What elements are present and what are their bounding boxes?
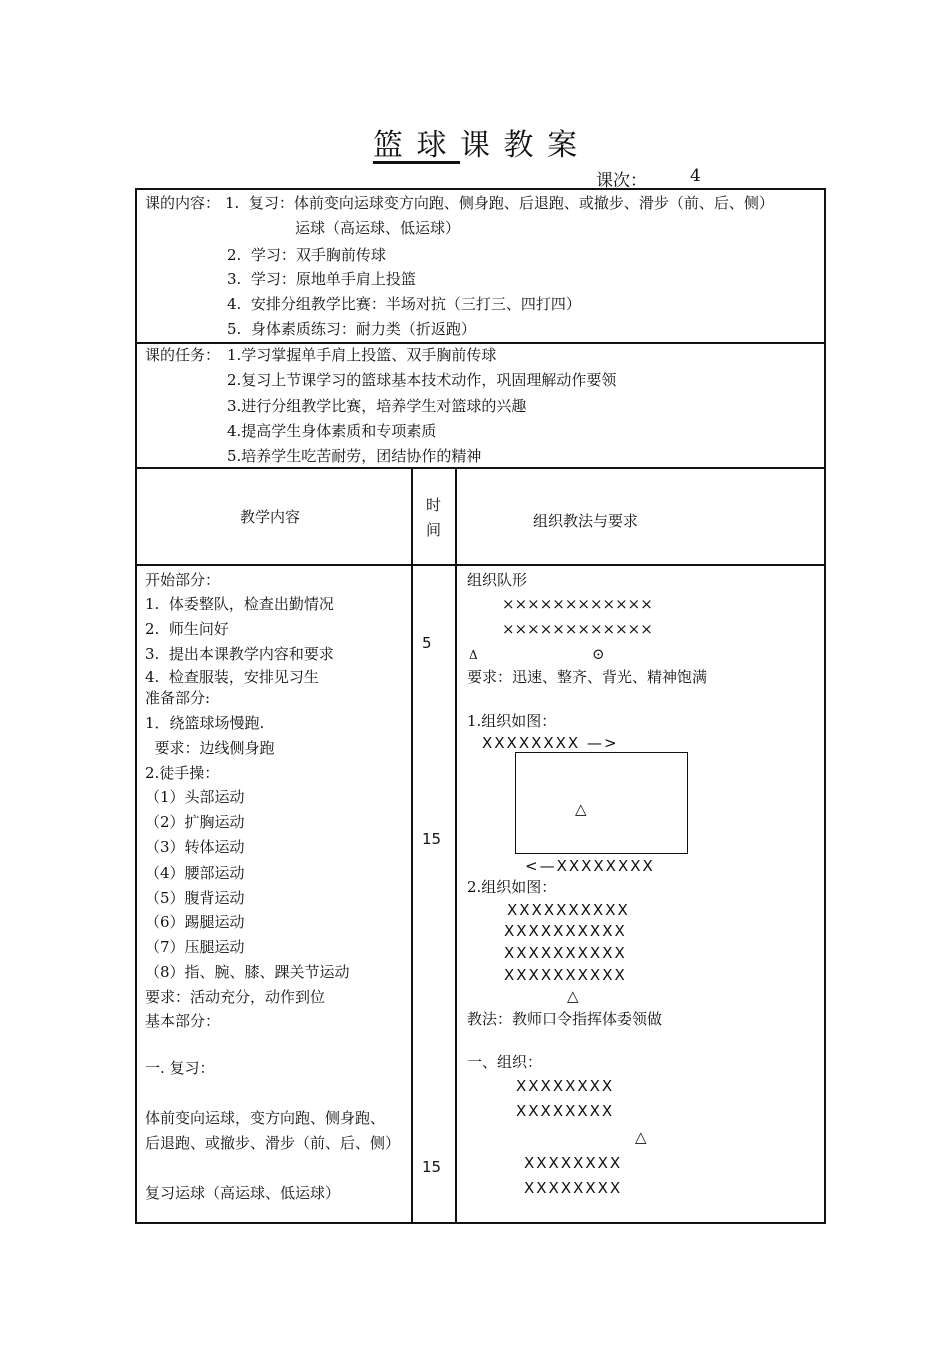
column-divider-2 xyxy=(455,467,457,1224)
task-item: 4.提高学生身体素质和专项素质 xyxy=(227,422,437,440)
diagram-3-label: 一、组织： xyxy=(467,1053,543,1071)
task-item: 5.培养学生吃苦耐劳，团结协作的精神 xyxy=(227,447,482,465)
left-line: 2. 师生问好 xyxy=(145,620,229,638)
task-item: 2.复习上节课学习的篮球基本技术动作，巩固理解动作要领 xyxy=(227,371,617,389)
content-line-1: 1. 复习：体前变向运球变方向跑、侧身跑、后退跑、或撤步、滑步（前、后、侧） xyxy=(225,194,774,212)
content-line-1b: 运球（高运球、低运球） xyxy=(295,219,461,237)
left-line: （2）扩胸运动 xyxy=(145,813,245,831)
left-line: （5）腹背运动 xyxy=(145,889,245,907)
left-line: 2.徒手操： xyxy=(145,764,220,782)
task-item: 3.进行分组教学比赛，培养学生对篮球的兴趣 xyxy=(227,397,527,415)
teacher-triangle-icon: Δ xyxy=(469,648,478,662)
whistle-icon: ⊙ xyxy=(592,645,605,663)
diagram-2-row: XXXXXXXXXX xyxy=(507,901,630,919)
diagram-1-label: 1.组织如图： xyxy=(467,712,557,730)
left-line: （3）转体运动 xyxy=(145,838,245,856)
left-line: （1）头部运动 xyxy=(145,788,245,806)
diagram-2-row: XXXXXXXXXX xyxy=(504,966,627,984)
left-line: 体前变向运球，变方向跑、侧身跑、 xyxy=(145,1109,386,1127)
diagram-2-row: XXXXXXXXXX xyxy=(504,922,627,940)
lesson-number-label: 课次： xyxy=(596,171,647,191)
diagram-3-row: XXXXXXXX xyxy=(524,1179,623,1197)
left-line: 要求：活动充分，动作到位 xyxy=(145,988,326,1006)
left-line: 1. 体委整队，检查出勤情况 xyxy=(145,595,334,613)
diagram-1-bottom-row: <—XXXXXXXX xyxy=(525,857,655,875)
teacher-triangle-icon: △ xyxy=(575,800,587,818)
task-item: 1.学习掌握单手肩上投篮、双手胸前传球 xyxy=(227,346,497,364)
formation-label: 组织队形 xyxy=(467,571,528,589)
content-line-5: 5. 身体素质练习：耐力类（折返跑） xyxy=(227,320,476,338)
page-title xyxy=(0,120,952,164)
teacher-triangle-icon: △ xyxy=(567,987,579,1005)
header-organization: 组织教法与要求 xyxy=(533,512,639,530)
court-rectangle xyxy=(515,752,688,854)
diagram-3-row: XXXXXXXX xyxy=(524,1154,623,1172)
divider-content-tasks xyxy=(135,342,826,344)
content-label: 课的内容： xyxy=(145,194,221,212)
left-line: 开始部分： xyxy=(145,571,221,589)
formation-row: ×××××××××××× xyxy=(502,595,653,613)
title-rest: 课 教 案 xyxy=(460,128,580,163)
teacher-triangle-icon: △ xyxy=(635,1128,647,1146)
divider-header-body xyxy=(135,564,826,566)
left-line: （8）指、腕、膝、踝关节运动 xyxy=(145,963,350,981)
diagram-2-row: XXXXXXXXXX xyxy=(504,944,627,962)
diagram-2-method: 教法：教师口令指挥体委领做 xyxy=(467,1010,663,1028)
left-line: 一. 复习： xyxy=(145,1059,215,1077)
time-warmup: 15 xyxy=(422,830,442,848)
diagram-1-top-row: XXXXXXXX —> xyxy=(482,734,619,752)
diagram-3-row: XXXXXXXX xyxy=(516,1077,615,1095)
tasks-label: 课的任务： xyxy=(145,346,221,364)
left-line: 3. 提出本课教学内容和要求 xyxy=(145,645,334,663)
left-line: 后退跑、或撤步、滑步（前、后、侧） xyxy=(145,1134,401,1152)
left-line: 复习运球（高运球、低运球） xyxy=(145,1184,341,1202)
title-underlined: 篮 球 xyxy=(372,128,460,163)
header-teaching-content: 教学内容 xyxy=(240,508,301,526)
content-line-4: 4. 安排分组教学比赛：半场对抗（三打三、四打四） xyxy=(227,295,581,313)
content-line-2: 2. 学习：双手胸前传球 xyxy=(227,246,386,264)
time-basic: 15 xyxy=(422,1158,442,1176)
left-line: 准备部分: xyxy=(145,689,211,707)
divider-tasks-header xyxy=(135,467,826,469)
left-line: 4. 检查服装，安排见习生 xyxy=(145,668,319,686)
header-time-2: 间 xyxy=(426,521,442,539)
left-line: （4）腰部运动 xyxy=(145,864,245,882)
content-line-3: 3. 学习：原地单手肩上投篮 xyxy=(227,270,416,288)
header-time-1: 时 xyxy=(426,496,442,514)
left-line: 基本部分： xyxy=(145,1012,221,1030)
formation-row: ×××××××××××× xyxy=(502,620,653,638)
diagram-3-row: XXXXXXXX xyxy=(516,1102,615,1120)
lesson-number-value: 4 xyxy=(690,166,701,186)
left-line: 1．绕篮球场慢跑. xyxy=(145,714,265,732)
left-line: 要求：边线侧身跑 xyxy=(145,739,275,757)
column-divider-1 xyxy=(411,467,413,1224)
left-line: （7）压腿运动 xyxy=(145,938,245,956)
diagram-2-label: 2.组织如图： xyxy=(467,878,557,896)
formation-requirement: 要求：迅速、整齐、背光、精神饱满 xyxy=(467,668,708,686)
left-line: （6）踢腿运动 xyxy=(145,913,245,931)
time-start: 5 xyxy=(422,634,432,652)
